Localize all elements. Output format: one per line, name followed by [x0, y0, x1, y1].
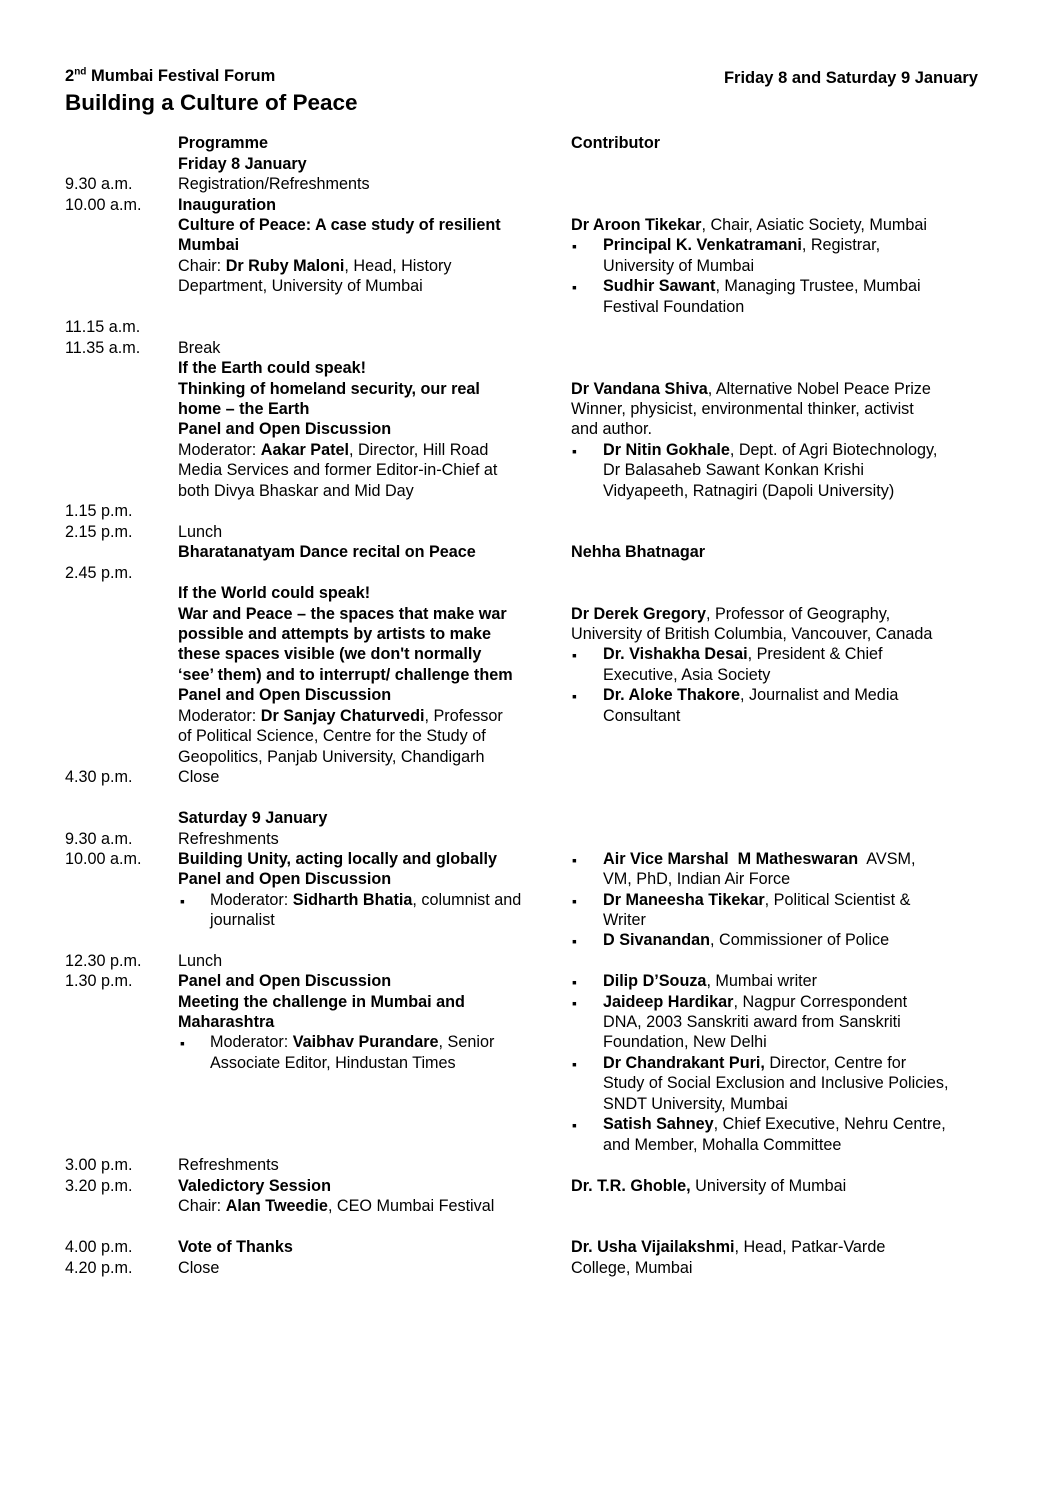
- session-format: Panel and Open Discussion: [178, 870, 392, 888]
- contributor: Festival Foundation: [603, 298, 745, 316]
- contributor: Vidyapeeth, Ratnagiri (Dapoli University): [603, 482, 895, 500]
- contributor-name: Dr Chandrakant Puri,: [603, 1054, 765, 1072]
- agenda-item: Break: [178, 339, 221, 357]
- session-title: Mumbai: [178, 236, 240, 254]
- contributor: SNDT University, Mumbai: [603, 1095, 788, 1113]
- agenda-item: Registration/Refreshments: [178, 175, 370, 193]
- time-slot: 3.20 p.m.: [65, 1177, 133, 1195]
- session-moderator: Moderator: Sidharth Bhatia, columnist and: [210, 891, 522, 909]
- contributor-lead: Dr Vandana Shiva, Alternative Nobel Peace Prize: [571, 380, 931, 398]
- agenda-item: Lunch: [178, 952, 223, 970]
- session-moderator: Moderator: Aakar Patel, Director, Hill Road: [178, 441, 489, 459]
- contributor-lead: Dr. T.R. Ghoble, University of Mumbai: [571, 1177, 847, 1195]
- moderator-name: Aakar Patel: [260, 441, 349, 459]
- session-format: Panel and Open Discussion: [178, 420, 392, 438]
- time-slot: 3.00 p.m.: [65, 1156, 133, 1174]
- event-dates: Friday 8 and Saturday 9 January: [723, 69, 978, 87]
- session-moderator: of Political Science, Centre for the Study of: [178, 727, 486, 745]
- contributor-name: Jaideep Hardikar: [603, 993, 734, 1011]
- contributor-name: Dr Aroon Tikekar: [571, 216, 702, 234]
- contributor-name: Dr. Usha Vijailakshmi: [571, 1238, 735, 1256]
- edition-suffix: nd: [74, 66, 87, 78]
- contributor: VM, PhD, Indian Air Force: [603, 870, 791, 888]
- contributor-lead: Dr. Usha Vijailakshmi, Head, Patkar-Varde: [571, 1238, 886, 1256]
- contributor-name: Sudhir Sawant: [603, 277, 716, 295]
- bullet-icon: ▪: [572, 1056, 577, 1072]
- bullet-icon: ▪: [572, 279, 577, 295]
- contributor: Dr Chandrakant Puri, Director, Centre for: [603, 1054, 907, 1072]
- contributor-name: Dr. Aloke Thakore: [603, 686, 741, 704]
- performer-name: Nehha Bhatnagar: [571, 543, 706, 561]
- contributor-name: Dr Derek Gregory: [571, 605, 706, 623]
- chair-name: Dr Ruby Maloni: [225, 257, 345, 275]
- forum-name: [65, 67, 275, 86]
- time-slot: 1.30 p.m.: [65, 972, 133, 990]
- session-format: Panel and Open Discussion: [178, 686, 392, 704]
- moderator-name: Sidharth Bhatia: [292, 891, 413, 909]
- forum-title: Mumbai Festival Forum: [91, 67, 276, 85]
- session-moderator: Associate Editor, Hindustan Times: [210, 1054, 456, 1072]
- time-slot: 12.30 p.m.: [65, 952, 142, 970]
- contributor: DNA, 2003 Sanskriti award from Sanskriti: [603, 1013, 901, 1031]
- contributor: Executive, Asia Society: [603, 666, 771, 684]
- contributor-name: Air Vice Marshal M Matheswaran: [603, 850, 859, 868]
- session-title: these spaces visible (we don't normally: [178, 645, 482, 663]
- session-moderator: Media Services and former Editor-in-Chief at: [178, 461, 498, 479]
- bullet-icon: ▪: [572, 647, 577, 663]
- session-kicker: If the World could speak!: [178, 584, 371, 602]
- bullet-icon: ▪: [572, 443, 577, 459]
- contributor-name: Dr Vandana Shiva: [571, 380, 708, 398]
- contributor-lead: Dr Derek Gregory, Professor of Geography,: [571, 605, 891, 623]
- bullet-icon: ▪: [572, 1117, 577, 1133]
- day-heading: Saturday 9 January: [178, 809, 328, 827]
- time-slot: 1.15 p.m.: [65, 502, 133, 520]
- session-title: War and Peace – the spaces that make war: [178, 605, 507, 623]
- session-chair: Chair: Alan Tweedie, CEO Mumbai Festival: [178, 1197, 495, 1215]
- agenda-item: Lunch: [178, 523, 223, 541]
- moderator-name: Vaibhav Purandare: [292, 1033, 439, 1051]
- contributor: Jaideep Hardikar, Nagpur Correspondent: [603, 993, 908, 1011]
- contributor: D Sivanandan, Commissioner of Police: [603, 931, 890, 949]
- session-title: Culture of Peace: A case study of resilient: [178, 216, 501, 234]
- contributor-name: Dilip D’Souza: [603, 972, 707, 990]
- session-chair: Department, University of Mumbai: [178, 277, 423, 295]
- time-slot: 4.00 p.m.: [65, 1238, 133, 1256]
- bullet-icon: ▪: [572, 995, 577, 1011]
- contributor-name: Dr. Vishakha Desai: [603, 645, 748, 663]
- session-title: Bharatanatyam Dance recital on Peace: [178, 543, 476, 561]
- contributor: Satish Sahney, Chief Executive, Nehru Centre,: [603, 1115, 946, 1133]
- contributor-name: D Sivanandan: [603, 931, 711, 949]
- agenda-item: Close: [178, 1259, 220, 1277]
- time-slot: 10.00 a.m.: [65, 196, 142, 214]
- contributor: Dr Nitin Gokhale, Dept. of Agri Biotechnology,: [603, 441, 938, 459]
- contributor-lead: Winner, physicist, environmental thinker, activist: [571, 400, 914, 418]
- contributor-name: Satish Sahney: [603, 1115, 714, 1133]
- session-title: Thinking of homeland security, our real: [178, 380, 480, 398]
- session-kicker: If the Earth could speak!: [178, 359, 366, 377]
- bullet-icon: ▪: [572, 933, 577, 949]
- bullet-icon: ▪: [572, 893, 577, 909]
- agenda-item: Refreshments: [178, 1156, 279, 1174]
- contributor: Air Vice Marshal M Matheswaran AVSM,: [603, 850, 916, 868]
- contributor: Principal K. Venkatramani, Registrar,: [603, 236, 881, 254]
- time-slot: 4.30 p.m.: [65, 768, 133, 786]
- contributor-lead: and author.: [571, 420, 653, 438]
- contributor: Consultant: [603, 707, 681, 725]
- session-title: ‘see’ them) and to interrupt/ challenge them: [178, 666, 513, 684]
- bullet-icon: ▪: [572, 688, 577, 704]
- agenda-item: Close: [178, 768, 220, 786]
- contributor: Foundation, New Delhi: [603, 1033, 767, 1051]
- session-title: Vote of Thanks: [178, 1238, 293, 1256]
- contributor: Dr Balasaheb Sawant Konkan Krishi: [603, 461, 864, 479]
- time-slot: 9.30 a.m.: [65, 175, 133, 193]
- session-title: home – the Earth: [178, 400, 310, 418]
- bullet-icon: ▪: [572, 238, 577, 254]
- agenda-item: Inauguration: [178, 196, 277, 214]
- contributor-name: Principal K. Venkatramani: [603, 236, 802, 254]
- page-title: Building a Culture of Peace: [65, 90, 358, 115]
- time-slot: 2.15 p.m.: [65, 523, 133, 541]
- time-slot: 9.30 a.m.: [65, 830, 133, 848]
- time-slot: 10.00 a.m.: [65, 850, 142, 868]
- session-moderator: Moderator: Vaibhav Purandare, Senior: [210, 1033, 495, 1051]
- time-slot: 11.15 a.m.: [65, 318, 141, 336]
- bullet-icon: ▪: [572, 974, 577, 990]
- bullet-icon: ▪: [572, 852, 577, 868]
- session-moderator: journalist: [210, 911, 275, 929]
- bullet-icon: ▪: [180, 893, 185, 909]
- agenda-item: Refreshments: [178, 830, 279, 848]
- session-title: Meeting the challenge in Mumbai and: [178, 993, 465, 1011]
- session-chair: Chair: Dr Ruby Maloni, Head, History: [178, 257, 452, 275]
- session-title: Building Unity, acting locally and globally: [178, 850, 497, 868]
- contributor: Dr. Aloke Thakore, Journalist and Media: [603, 686, 899, 704]
- moderator-name: Dr Sanjay Chaturvedi: [260, 707, 425, 725]
- session-format: Panel and Open Discussion: [178, 972, 392, 990]
- contributor: Dr. Vishakha Desai, President & Chief: [603, 645, 883, 663]
- edition-number: 2: [65, 67, 75, 85]
- column-header-programme: Programme: [178, 134, 268, 152]
- chair-name: Alan Tweedie: [225, 1197, 328, 1215]
- contributor: Dr Maneesha Tikekar, Political Scientist &: [603, 891, 911, 909]
- session-moderator: both Divya Bhaskar and Mid Day: [178, 482, 414, 500]
- session-moderator: Geopolitics, Panjab University, Chandigarh: [178, 748, 485, 766]
- contributor: University of Mumbai: [603, 257, 755, 275]
- time-slot: 11.35 a.m.: [65, 339, 141, 357]
- contributor: Sudhir Sawant, Managing Trustee, Mumbai: [603, 277, 921, 295]
- time-slot: 4.20 p.m.: [65, 1259, 133, 1277]
- contributor-name: Dr Nitin Gokhale: [603, 441, 730, 459]
- contributor: and Member, Mohalla Committee: [603, 1136, 842, 1154]
- session-title: Maharashtra: [178, 1013, 275, 1031]
- contributor: Dilip D’Souza, Mumbai writer: [603, 972, 818, 990]
- day-heading: Friday 8 January: [178, 155, 307, 173]
- session-title: possible and attempts by artists to make: [178, 625, 492, 643]
- contributor-name: Dr Maneesha Tikekar: [603, 891, 765, 909]
- contributor-lead: University of British Columbia, Vancouver, Canada: [571, 625, 933, 643]
- contributor: Study of Social Exclusion and Inclusive Policies,: [603, 1074, 949, 1092]
- bullet-icon: ▪: [180, 1035, 185, 1051]
- column-header-contributor: Contributor: [571, 134, 661, 152]
- contributor-lead: College, Mumbai: [571, 1259, 693, 1277]
- session-moderator: Moderator: Dr Sanjay Chaturvedi, Professor: [178, 707, 503, 725]
- contributor: Writer: [603, 911, 646, 929]
- session-title: Valedictory Session: [178, 1177, 331, 1195]
- time-slot: 2.45 p.m.: [65, 564, 133, 582]
- contributor-lead: Dr Aroon Tikekar, Chair, Asiatic Society, Mumbai: [571, 216, 927, 234]
- contributor-name: Dr. T.R. Ghoble,: [571, 1177, 691, 1195]
